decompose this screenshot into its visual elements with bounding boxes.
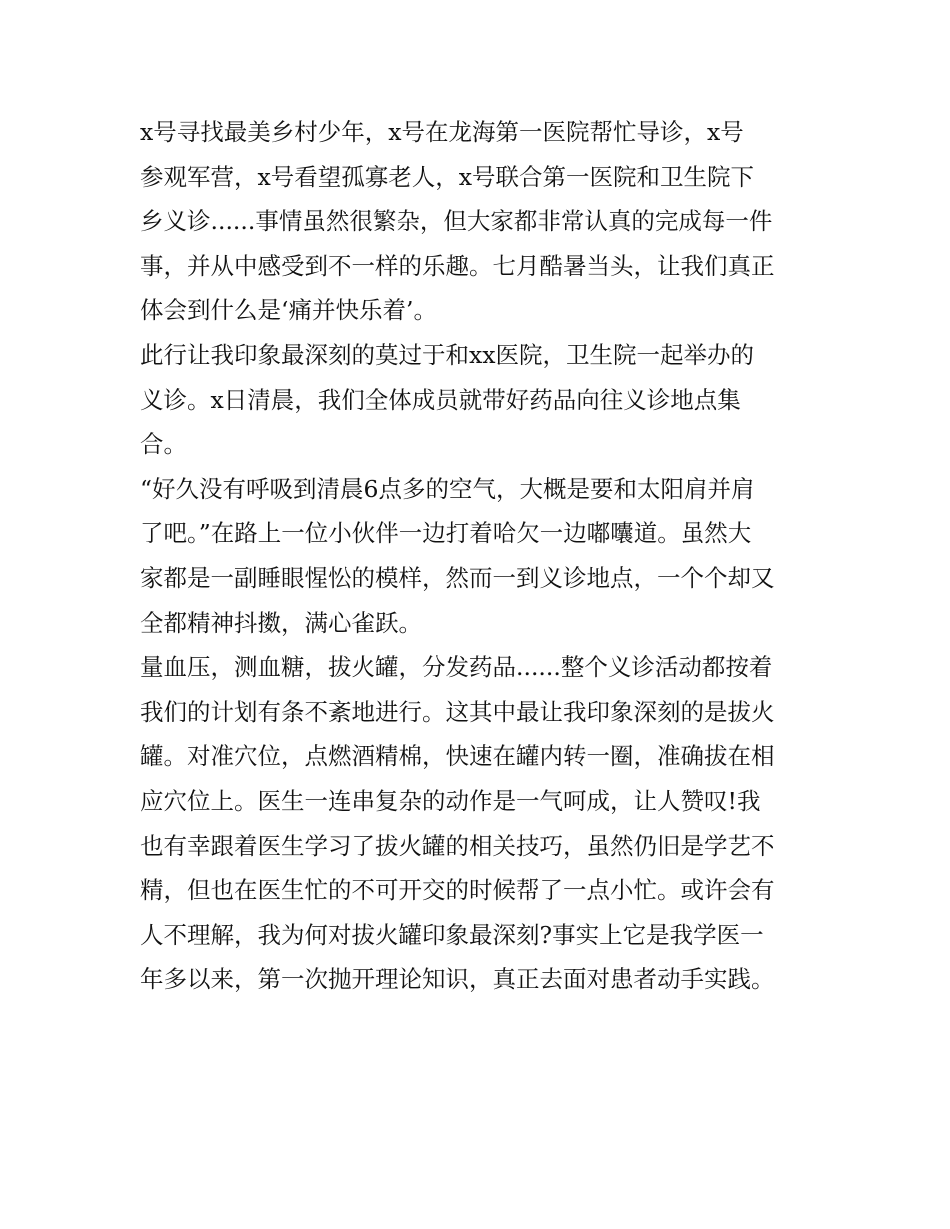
text-line: 量血压，测血糖，拔火罐，分发药品......整个义诊活动都按着 bbox=[140, 653, 773, 682]
text-line: 家都是一副睡眼惺忪的模样，然而一到义诊地点，一个个却又 bbox=[140, 563, 775, 592]
text-line: 全都精神抖擞，满心雀跃。 bbox=[140, 608, 422, 637]
text-line: x号寻找最美乡村少年，x号在龙海第一医院帮忙导诊，x号 bbox=[140, 118, 744, 146]
text-line: 了吧。”在路上一位小伙伴一边打着哈欠一边嘟囔道。虽然大 bbox=[140, 519, 752, 548]
document-body bbox=[140, 110, 820, 1002]
text-line: 精，但也在医生忙的不可开交的时候帮了一点小忙。或许会有 bbox=[140, 876, 775, 905]
text-line: 也有幸跟着医生学习了拔火罐的相关技巧，虽然仍旧是学艺不 bbox=[140, 831, 775, 860]
text-line: 应穴位上。医生一连串复杂的动作是一气呵成，让人赞叹!我 bbox=[140, 786, 761, 815]
text-line: 年多以来，第一次抛开理论知识，真正去面对患者动手实践。 bbox=[140, 965, 775, 994]
text-line: 乡义诊......事情虽然很繁杂，但大家都非常认真的完成每一件 bbox=[140, 207, 773, 236]
text-line: 义诊。x日清晨，我们全体成员就带好药品向往义诊地点集 bbox=[140, 385, 741, 414]
text-line: 此行让我印象最深刻的莫过于和xx医院，卫生院一起举办的 bbox=[140, 340, 755, 369]
text-line: 合。 bbox=[140, 430, 187, 459]
text-line: 我们的计划有条不紊地进行。这其中最让我印象深刻的是拔火 bbox=[140, 697, 775, 726]
text-line: 罐。对准穴位，点燃酒精棉，快速在罐内转一圈，准确拔在相 bbox=[140, 742, 775, 771]
text-line: 事，并从中感受到不一样的乐趣。七月酷暑当头，让我们真正 bbox=[140, 251, 775, 280]
text-line: 人不理解，我为何对拔火罐印象最深刻?事实上它是我学医一 bbox=[140, 920, 764, 949]
text-line: “好久没有呼吸到清晨6点多的空气，大概是要和太阳肩并肩 bbox=[140, 474, 755, 503]
text-line: 参观军营，x号看望孤寡老人，x号联合第一医院和卫生院下 bbox=[140, 162, 755, 191]
text-line: 体会到什么是‘痛并快乐着’。 bbox=[140, 296, 437, 325]
